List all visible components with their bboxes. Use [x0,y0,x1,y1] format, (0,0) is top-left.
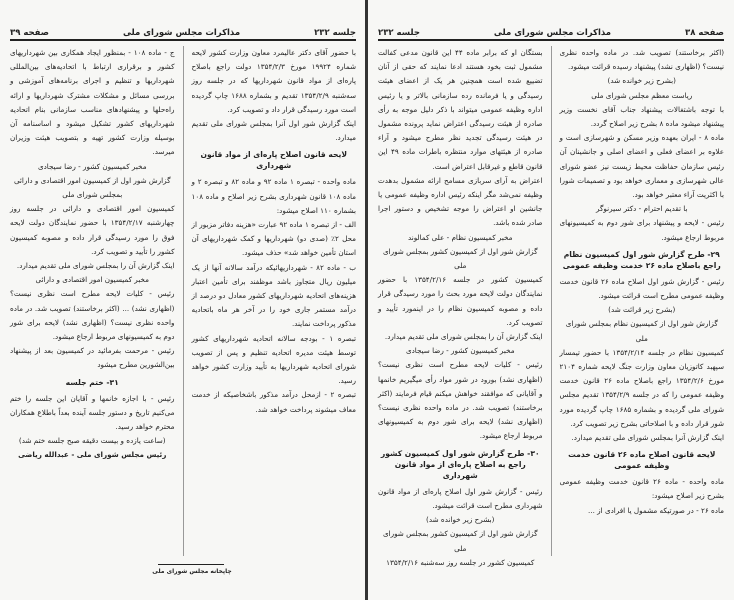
column-left [10,46,175,556]
paragraph: (اکثر برخاستند) تصویب شد. در ماده واحده نظری نیست؟ (اظهاری نشد) پیشنهاد رسیده قرائت میشود. [559,48,724,72]
paragraph: تبصره ۱ - بودجه سالانه اتحادیه شهرداریهای کشور توسط هیئت مدیره اتحادیه تنظیم و پس از تصویب شورای اتحادیه شهرداریها به تأیید وزارت کشور خواهد رسید. [191,333,356,386]
running-title: مذاکرات مجلس شورای ملی [493,28,612,38]
running-title: مذاکرات مجلس شورای ملی [122,28,241,38]
paragraph: با حضور آقای دکتر عالیمرد معاون وزارت کشور لایحه شماره ۱۹۹۲۴ مورخ ۱۳۵۴/۲/۳ دولت راجع باصلاح پاره‌ای از مواد قانون شهرداریها که در جلسه روز سه‌شنبه ۱۳۵۴/۲/۹ تقدیم و بشماره ۱۶۸۸ چاپ گردیده است مورد رسیدگی قرار داد و تصویب کرد. [191,48,357,114]
time-note: (ساعت یازده و بیست دقیقه صبح جلسه ختم شد) [18,436,166,446]
column-right [192,46,357,556]
paragraph: ج - ماده ۱۰۸ - بمنظور ایجاد همکاری بین شهرداریهای کشور و برقراری ارتباط با اتحادیه‌های بین‌المللی شهرداریها و تنظیم و اجرای برنامه‌های آموزشی و بررسی مسائل و مشکلات مشترک شهرداریها و ارائه راه‌حلها و پیشنهادهای مناسب سازمانی بنام اتحادیه شهرداریهای کشور تشکیل میشود و اساسنامه آن بوسیله وزارت کشور تهیه و بتصویب هیئت وزیران میرسد. [10,48,175,157]
paragraph: رئیس - لایحه و پیشنهاد برای شور دوم به کمیسیونهای مربوط ارجاع میشود. [559,218,724,242]
signature: مخبر کمیسیون کشور - رضا سیجادی [405,346,515,356]
text-columns [10,46,356,556]
paragraph: بستگان او که برابر ماده ۴۴ این قانون مدعی کفالت مشمول ثبت بخود هستند ادعا نمایند که حقی از آنان تضییع شده است همچنین هر یک از اعضای هیئت رسیدگی و یا فرمانده رده سازمانی بالاتر و یا رئیس اداره وظیفه عمومی میتواند با ذکر دلیل موجه به رأی صادره از هیئت رسیدگی اعتراض نماید پرونده مشمول در هیئت رسیدگی تجدید نظر مطرح میشود و آراء صادره از هیئتهای موارد منتظره باطرات ماده ۴۹ این قانون قاطع و غیرقابل اعتراض است. [378,48,543,171]
paragraph: الف - از تبصره ۱ ماده ۹۲ عبارت «هزینه دفاتر مزبور از محل ۲٪ (صدی دو) شهرداریها و کمک شهرداریهای آن استان تأمین خواهد شد» حذف میشود. [191,220,357,258]
section-heading: ۲۹- طرح گزارش شور اول کمیسیون نظام راجع باصلاح ماده ۲۶ خدمت وظیفه عمومی [562,249,721,270]
page-header [10,24,356,41]
bill-title: لایحه قانون اصلاح پاره‌ای از مواد قانون شهرداری [200,150,348,171]
note: (بشرح زیر خوانده شد) [607,76,676,86]
paragraph: کمیسیون کشور در جلسه روز سه‌شنبه ۱۳۵۴/۲/۱۶ [386,557,535,567]
section-heading: ۳۰- طرح گزارش شور اول کمیسیون کشور راجع به اصلاح پاره‌ای از مواد قانون شهرداری [380,448,540,480]
column-left [378,46,543,567]
signature: مخبر کمیسیون امور اقتصادی و دارائی [35,275,149,285]
column-divider [183,46,184,556]
footer-rule [158,564,224,565]
paragraph: تبصره ۲ - ازمحل درآمد مذکور باشخاصیکه از خدمت معاف میشوند پرداخت خواهد شد. [191,390,356,414]
paragraph: رئیس - گزارش شور اول اصلاح ماده ۲۶ قانون خدمت وظیفه عمومی مطرح است قرائت میشود. [559,276,725,301]
address: ریاست معظم مجلس شورای ملی [591,90,693,100]
subheading: گزارش شور اول از کمیسیون نظام بمجلس شورای ملی [565,319,718,343]
left-page [0,0,366,600]
paragraph: ب - ماده ۸۲ - شهرداریهائیکه درآمد سالانه آنها از یک میلیون ریال متجاوز باشد موظفند برای تأمین اعتبار هزینه‌های اتحادیه شهرداریهای کشور معادل دو درصد از درآمد مستمر جاری خود را در آخر هر ماه باتحادیه مذکور پرداخت نمایند. [191,262,356,329]
session-label: جلسه ۲۳۲ [378,28,420,38]
page-number: صفحه ۳۸ [685,28,724,38]
paragraph: ماده واحده - تبصره ۱ ماده ۹۲ و ماده ۸۲ و تبصره ۲ و ماده ۱۰۸ قانون شهرداری بشرح زیر اصلاح و ماده ۱۰۸ بشماره ۱۱۰ اصلاح میشود: [191,177,356,215]
text-columns [378,46,725,567]
paragraph: ماده ۸ - ایران بعهده وزیر مسکن و شهرسازی است و علاوه بر اعضای فعلی و اعضای اصلی و جانشینان آن رئیس سازمان حفاظت محیط زیست نیز عضو شورای عالی شهرسازی و معماری خواهد بود و تصمیمات شورا با اکثریت آراء معتبر خواهد بود. [559,133,725,200]
footer-imprint: چاپخانه مجلس شورای ملی [152,568,232,575]
paragraph: کمیسیون نظام در جلسه ۱۳۵۴/۲/۱۴ با حضور تیمسار سپهبد کاتوزیان معاون وزارت جنگ لایحه شماره ۲۱۰۴ مورخ ۱۳۵۴/۲/۶ راجع باصلاح ماده ۲۶ قانون خدمت وظیفه عمومی را که در جلسه ۱۳۵۴/۲/۹ تقدیم مجلس شورای ملی گردیده و بشماره ۱۶۸۵ چاپ گردیده مورد شور قرار داده و با اصلاحاتی بشرح زیر تصویب کرد. [559,347,724,428]
paragraph: اعتراض به آرای سربازی مسامح ارائه مشمول بدهدت وظیفه نمی‌شد مگر اینکه رئیس اداره وظیفه عمومی یا جانشین او اعتراض را موجه تشخیص و دستور اجرا صادر شده باشد. [378,175,543,228]
paragraph: رئیس - مرحمت بفرمائید در کمیسیون بعد از پیشنهاد بین‌الشورین مطرح میشود [10,346,175,370]
subheading: گزارش شور اول از کمیسیون کشور بمجلس شورای ملی [383,246,538,271]
signature: با تقدیم احترام - دکتر سیرنوگر [596,204,688,214]
page-number: صفحه ۳۹ [10,28,49,38]
paragraph: اینک گزارش آن را بمجلس شورای ملی تقدیم میدارد. [384,332,543,342]
paragraph: رئیس - کلیات لایحه مطرح است نظری نیست؟ (اظهاری نشد) بورود در شور مواد رأی میگیریم خانمها و آقایانی که موافقند خواهش میکنم قیام فرمایند (اکثر برخاستند) تصویب شد. در ماده واحده نظری نیست؟ (اظهاری نشد) لایحه برای شور دوم به کمیسیونهای مربوط ارجاع میشود. [378,360,543,441]
signature: رئیس مجلس شورای ملی - عبدالله ریاضی [18,450,167,460]
column-right [560,46,725,556]
paragraph: اینک گزارش شور اول آنرا بمجلس شورای ملی تقدیم میدارد. [191,119,356,143]
subheading: گزارش شور اول از کمیسیون کشور بمجلس شورای ملی [383,529,538,553]
session-label: جلسه ۲۳۲ [314,28,356,38]
note: (بشرح زیر خوانده شد) [426,515,495,525]
note: (بشرح زیر قرائت شد) [608,305,676,315]
section-heading: ۳۱- ختم جلسه [65,377,119,387]
bill-title: لایحه قانون اصلاح ماده ۲۶ قانون خدمت وظیفه عمومی [568,450,716,471]
signature: مخبر کمیسیون نظام - علی کمالوند [407,232,513,242]
paragraph: اینک گزارش آنرا بمجلس شورای ملی تقدیم میدارد. [571,433,724,443]
paragraph: رئیس - با اجازه خانمها و آقایان این جلسه را ختم می‌کنیم تاریخ و دستور جلسه آینده بعداً باطلاع همکاران محترم خواهد رسید. [10,393,175,432]
page-header [378,24,724,41]
paragraph: با توجه باشتغالات پیشنهاد جناب آقای نخست وزیر پیشنهاد میشود ماده ۸ بشرح زیر اصلاح گردد. [559,104,724,129]
paragraph: رئیس - کلیات لایحه مطرح است نظری نیست؟ (اظهاری نشد) ... (اکثر برخاستند) تصویب شد. در ماده واحده نظری نیست؟ (اظهاری نشد) لایحه برای شور دوم به کمیسیونهای مربوط ارجاع میشود. [10,289,175,342]
paragraph: ماده ۲۶ - در صورتیکه مشمول یا افرادی از ... [588,505,724,515]
right-page [368,0,734,600]
subheading: گزارش شور اول از کمیسیون امور اقتصادی و دارائی بمجلس شورای ملی [13,175,171,200]
column-divider [551,46,552,556]
signature: مخبر کمیسیون کشور - رضا سیجادی [37,161,147,171]
paragraph: کمیسیون امور اقتصادی و دارائی در جلسه روز چهارشنبه ۱۳۵۴/۲/۱۷ با حضور نمایندگان دولت لایحه فوق را مورد رسیدگی قرار داده و مصوبه کمیسیون کشور را تأیید و تصویب کرد. [10,204,175,256]
paragraph: ماده واحده - ماده ۲۶ قانون خدمت وظیفه عمومی بشرح زیر اصلاح میشود: [559,477,724,501]
paragraph: اینک گزارش آن را بمجلس شورای ملی تقدیم میدارد. [16,261,175,271]
paragraph: رئیس - گزارش شور اول اصلاح پاره‌ای از مواد قانون شهرداری مطرح است قرائت میشود. [378,486,543,510]
paragraph: کمیسیون کشور در جلسه ۱۳۵۴/۲/۱۶ با حضور نمایندگان دولت لایحه مورد بحث را مورد رسیدگی قرار داده و مصوبه کمیسیون نظام را در اینمورد تأیید و تصویب کرد. [378,275,543,327]
